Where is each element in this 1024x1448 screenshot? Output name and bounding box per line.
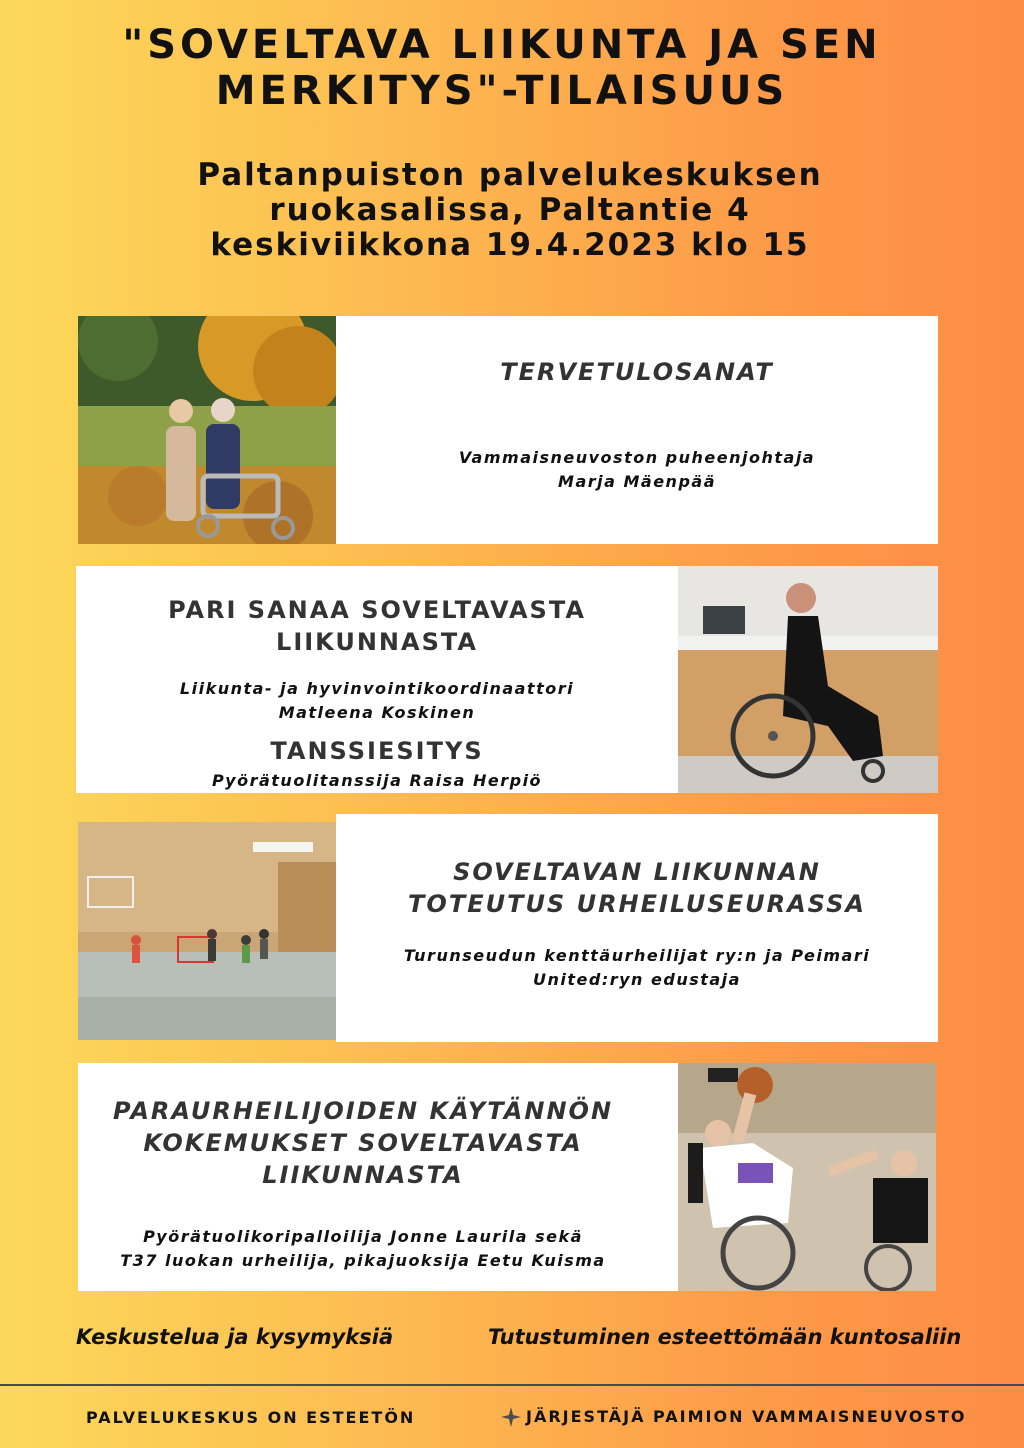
program-3-heading-line-1: SOVELTAVAN LIIKUNNAN <box>453 858 821 886</box>
program-4-heading <box>78 1095 648 1191</box>
program-4-detail-line-2: T37 luokan urheilija, pikajuoksija Eetu Kuisma <box>120 1251 606 1270</box>
title-line-2: MERKITYS"-TILAISUUS <box>215 68 789 114</box>
star-icon <box>500 1406 522 1428</box>
program-4-heading-line-3: LIIKUNNASTA <box>262 1161 464 1189</box>
location-line-2: ruokasalissa, Paltantie 4 <box>269 192 751 228</box>
program-2-detail-line-1: Liikunta- ja hyvinvointikoordinaattori <box>179 679 575 698</box>
footer-divider <box>0 1384 1024 1386</box>
program-4-detail-line-1: Pyörätuolikoripalloilija Jonne Laurila sekä <box>143 1227 583 1246</box>
program-4-heading-line-2: KOKEMUKSET SOVELTAVASTA <box>143 1129 583 1157</box>
location-line-1: Paltanpuiston palvelukeskuksen <box>197 157 823 193</box>
program-card-4 <box>78 1063 678 1291</box>
program-4-heading-line-1: PARAURHEILIJOIDEN KÄYTÄNNÖN <box>112 1097 614 1125</box>
program-1-heading: TERVETULOSANAT <box>500 358 774 386</box>
program-4-detail <box>78 1225 648 1273</box>
program-card-1 <box>336 316 938 544</box>
program-3-heading-line-2: TOTEUTUS URHEILUSEURASSA <box>408 890 866 918</box>
discussion-note: Keskustelua ja kysymyksiä <box>76 1325 394 1349</box>
program-2-heading <box>76 594 678 658</box>
program-3-detail <box>336 944 938 992</box>
datetime-line: keskiviikkona 19.4.2023 klo 15 <box>210 227 810 263</box>
photo-wheelchair-basketball <box>678 1063 936 1291</box>
photo-autumn-park <box>78 316 336 544</box>
event-info <box>40 158 980 263</box>
program-3-heading <box>336 856 938 920</box>
program-2-heading-line-2: LIIKUNNASTA <box>276 628 478 656</box>
program-3-detail-line-2: United:ryn edustaja <box>533 970 741 989</box>
organizer-note: JÄRJESTÄJÄ PAIMION VAMMAISNEUVOSTO <box>526 1407 967 1426</box>
program-1-detail-line-1: Vammaisneuvoston puheenjohtaja <box>458 448 816 467</box>
title-line-1: "SOVELTAVA LIIKUNTA JA SEN <box>122 22 882 68</box>
photo-wheelchair-dancer <box>678 566 938 793</box>
program-2-subdetail: Pyörätuolitanssija Raisa Herpiö <box>211 771 543 790</box>
program-card-3 <box>336 814 938 1042</box>
page-title <box>40 22 964 114</box>
program-card-2 <box>76 566 678 793</box>
gym-tour-note: Tutustuminen esteettömään kuntosaliin <box>488 1325 962 1349</box>
program-2-subheading: TANSSIESITYS <box>270 737 484 765</box>
program-1-detail <box>336 446 938 494</box>
program-2-detail-line-2: Matleena Koskinen <box>278 703 476 722</box>
photo-sports-hall <box>78 822 336 1040</box>
program-2-detail <box>76 677 678 725</box>
accessibility-note: PALVELUKESKUS ON ESTEETÖN <box>86 1408 416 1427</box>
program-3-detail-line-1: Turunseudun kenttäurheilijat ry:n ja Peimari <box>403 946 871 965</box>
program-1-detail-line-2: Marja Mäenpää <box>558 472 716 491</box>
program-2-heading-line-1: PARI SANAA SOVELTAVASTA <box>168 596 586 624</box>
